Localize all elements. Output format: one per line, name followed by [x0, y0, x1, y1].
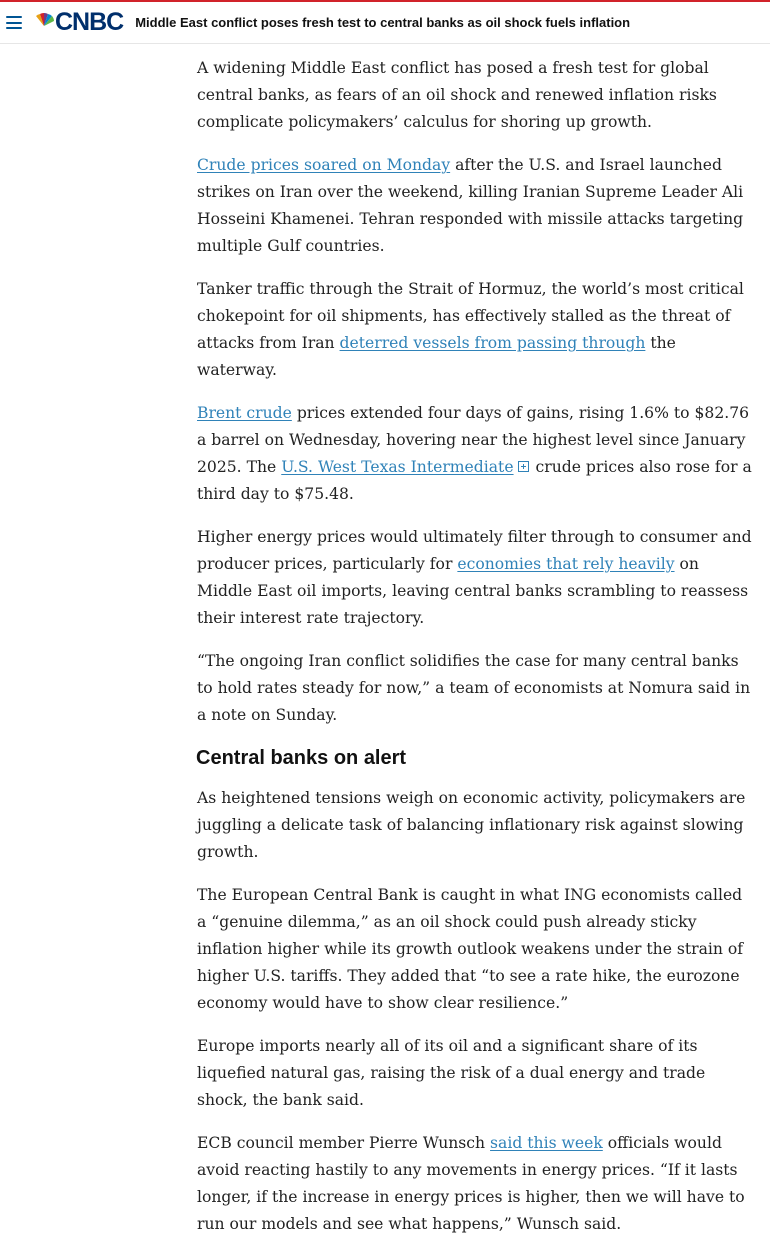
paragraph-4-text-end: crude prices also rose for a third day to $75.48.	[197, 458, 752, 503]
said-this-week-link[interactable]: said this week	[490, 1134, 603, 1152]
cnbc-logo[interactable]	[34, 10, 123, 35]
paragraph-4-text-mid: prices extended four days of gains, rising 1.6% to $82.76 a barrel on Wednesday, hovering near the highest level since January 2025. The	[197, 404, 750, 476]
paragraph-2-text: after the U.S. and Israel launched strikes on Iran over the weekend, killing Iranian Supreme Leader Ali Hosseini Khamenei. Tehran responded with missile attacks targeting multiple Gulf countries.	[197, 156, 744, 255]
brent-crude-link[interactable]: Brent crude	[197, 404, 292, 422]
paragraph-3-text-start: Tanker traffic through the Strait of Hormuz, the world’s most critical chokepoint for oil shipments, has effectively stalled as the threat of attacks from Iran	[197, 280, 744, 352]
economies-rely-link[interactable]: economies that rely heavily	[457, 555, 675, 573]
paragraph-5	[197, 524, 753, 632]
paragraph-10	[197, 1130, 753, 1238]
add-quote-plus-icon[interactable]	[518, 461, 529, 472]
header-headline: Middle East conflict poses fresh test to central banks as oil shock fuels inflation	[135, 15, 631, 30]
hamburger-menu-icon[interactable]	[6, 16, 22, 29]
paragraph-6: “The ongoing Iran conflict solidifies the case for many central banks to hold rates steady for now,” a team of economists at Nomura said in a note on Sunday.	[197, 652, 751, 724]
paragraph-2	[197, 152, 753, 260]
paragraph-10-text-start: ECB council member Pierre Wunsch	[197, 1134, 491, 1152]
paragraph-3-text-end: the waterway.	[197, 334, 676, 379]
paragraph-4	[197, 400, 753, 508]
paragraph-7: As heightened tensions weigh on economic activity, policymakers are juggling a delicate task of balancing inflationary risk against slowing growth.	[197, 789, 746, 861]
deterred-vessels-link[interactable]: deterred vessels from passing through	[339, 334, 646, 352]
paragraph-5-text-start: Higher energy prices would ultimately filter through to consumer and producer prices, particularly for	[197, 528, 752, 573]
wti-link[interactable]: U.S. West Texas Intermediate	[281, 458, 514, 476]
paragraph-9: Europe imports nearly all of its oil and a significant share of its liquefied natural gas, raising the risk of a dual energy and trade shock, the bank said.	[197, 1037, 706, 1109]
paragraph-3	[197, 276, 753, 384]
paragraph-8: The European Central Bank is caught in what ING economists called a “genuine dilemma,” as an oil shock could push already sticky inflation higher while its growth outlook weakens under the strain of higher U.S. tariffs. They added that “to see a rate hike, the eurozone economy would have to show clear resilience.”	[197, 886, 744, 1012]
logo-text: CNBC	[55, 8, 124, 36]
article-body	[197, 55, 753, 1254]
section-subheading: Central banks on alert	[196, 747, 407, 769]
paragraph-10-text-end: officials would avoid reacting hastily to any movements in energy prices. “If it lasts longer, if the increase in energy prices is higher, then we will have to run our models and see what happens,” Wunsch said.	[197, 1134, 745, 1233]
crude-prices-link[interactable]: Crude prices soared on Monday	[197, 156, 451, 174]
paragraph-5-text-end: on Middle East oil imports, leaving central banks scrambling to reassess their interest rate trajectory.	[197, 555, 749, 627]
site-header	[0, 2, 770, 44]
peacock-icon	[34, 13, 54, 27]
paragraph-1: A widening Middle East conflict has posed a fresh test for global central banks, as fears of an oil shock and renewed inflation risks complicate policymakers’ calculus for shoring up growth.	[197, 59, 717, 131]
